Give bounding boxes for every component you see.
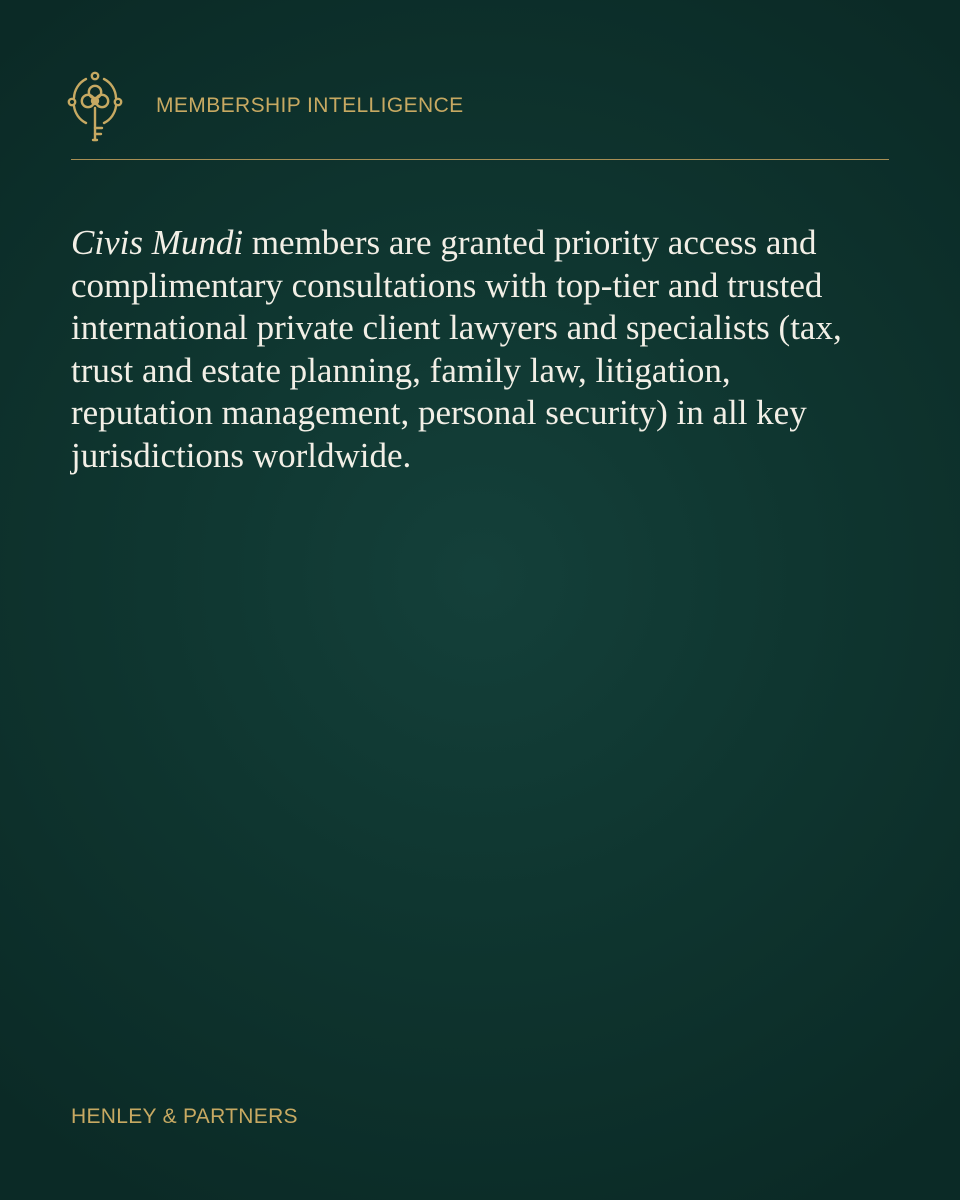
brand-name: HENLEY & PARTNERS <box>71 1105 298 1128</box>
body-paragraph <box>71 222 851 477</box>
header <box>0 0 960 162</box>
section-title: MEMBERSHIP INTELLIGENCE <box>156 94 464 117</box>
emphasis-text: Civis Mundi <box>71 223 244 262</box>
paragraph-text: members are granted priority access and complimentary consultations with top-tier and trusted international private client lawyers and specialists (tax, trust and estate planning, family law, litigation, reputation management, personal security) in all key jurisdictions worldwide. <box>71 223 842 475</box>
divider <box>71 159 889 160</box>
key-icon <box>64 70 128 144</box>
